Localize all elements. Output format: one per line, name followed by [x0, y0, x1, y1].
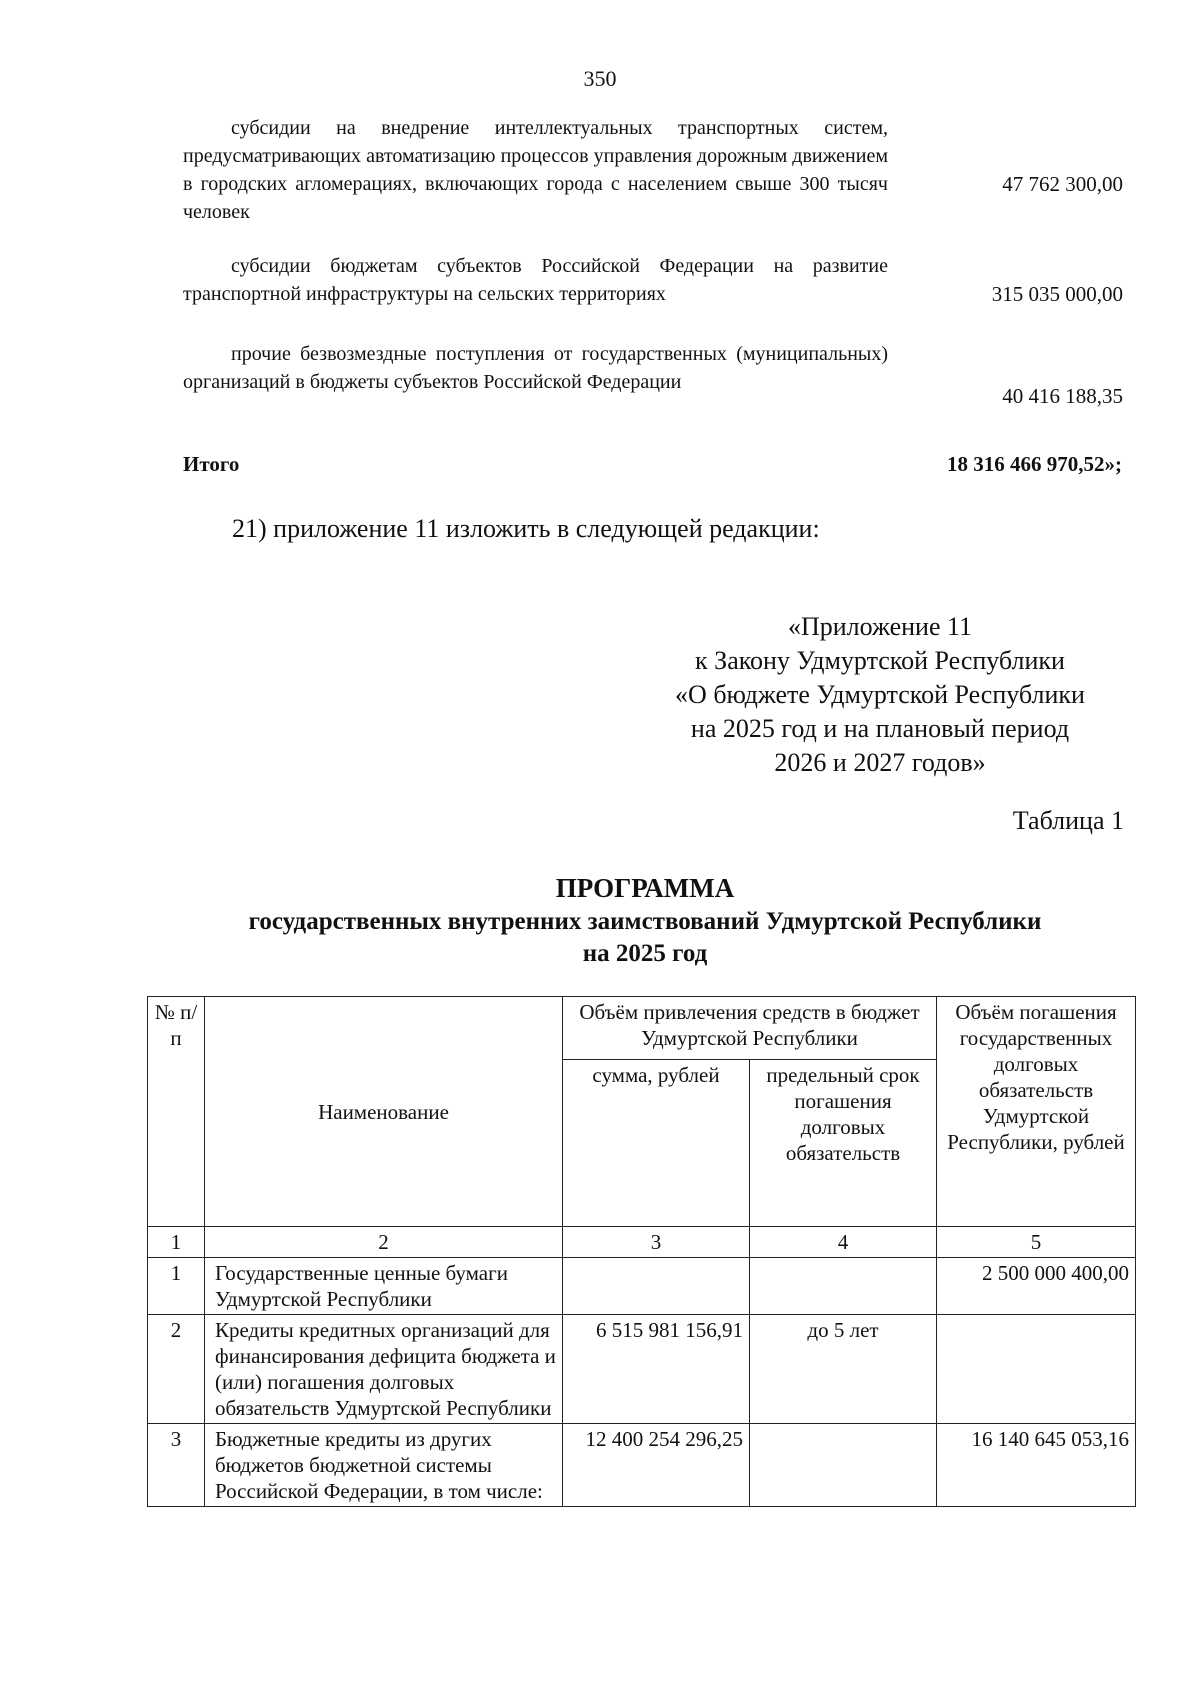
table-row — [148, 1424, 1136, 1507]
row-repayment: 16 140 645 053,16 — [937, 1424, 1136, 1507]
appendix-line: 2026 и 2027 годов» — [774, 748, 986, 777]
page-number: 350 — [583, 66, 617, 91]
header-attraction: Объём привлечения средств в бюджет Удмуртской Республики — [563, 997, 937, 1060]
income-item-amount: 40 416 188,35 — [1002, 384, 1123, 408]
income-item — [183, 114, 1123, 226]
appendix-line: к Закону Удмуртской Республики — [695, 646, 1065, 675]
program-subtitle — [180, 906, 1110, 970]
row-sum — [563, 1258, 750, 1315]
income-item-text: субсидии бюджетам субъектов Российской Федерации на развитие транспортной инфраструктуры на сельских территориях — [183, 255, 888, 305]
income-item-text: прочие безвозмездные поступления от государственных (муниципальных) организаций в бюджеты субъектов Российской Федерации — [183, 343, 888, 393]
program-subtitle-line: на 2025 год — [582, 940, 708, 967]
row-term: до 5 лет — [750, 1315, 937, 1424]
column-number: 4 — [750, 1227, 937, 1258]
column-number-row — [148, 1227, 1136, 1258]
income-item-amount: 47 762 300,00 — [1002, 172, 1123, 196]
table-header-row — [148, 997, 1136, 1060]
row-repayment: 2 500 000 400,00 — [937, 1258, 1136, 1315]
appendix-header — [640, 610, 1120, 780]
income-item-amount: 315 035 000,00 — [991, 282, 1123, 306]
column-number: 5 — [937, 1227, 1136, 1258]
appendix-line: «О бюджете Удмуртской Республики — [675, 680, 1085, 709]
row-num: 3 — [148, 1424, 205, 1507]
program-title: ПРОГРАММА — [555, 873, 735, 903]
income-item-text: субсидии на внедрение интеллектуальных транспортных систем, предусматривающих автоматизацию процессов управления дорожным движением в городских агломерациях, включающих города с населением свыше 300 тысяч человек — [183, 117, 888, 223]
header-term: предельный срок погашения долговых обязательств — [750, 1060, 937, 1227]
appendix-line: на 2025 год и на плановый период — [690, 714, 1070, 743]
table-label: Таблица 1 — [1012, 806, 1124, 835]
header-repayment: Объём погашения государственных долговых обязательств Удмуртской Республики, рублей — [937, 997, 1136, 1227]
row-term — [750, 1424, 937, 1507]
row-num: 1 — [148, 1258, 205, 1315]
column-number: 1 — [148, 1227, 205, 1258]
row-repayment — [937, 1315, 1136, 1424]
appendix-line: «Приложение 11 — [787, 612, 973, 641]
column-number: 3 — [563, 1227, 750, 1258]
row-num: 2 — [148, 1315, 205, 1424]
header-sum: сумма, рублей — [563, 1060, 750, 1227]
total-label: Итого — [183, 452, 240, 476]
row-name: Кредиты кредитных организаций для финансирования дефицита бюджета и (или) погашения долговых обязательств Удмуртской Республики — [205, 1315, 563, 1424]
income-item — [183, 252, 1123, 308]
table-row — [148, 1315, 1136, 1424]
total-amount: 18 316 466 970,52»; — [947, 452, 1122, 476]
column-number: 2 — [205, 1227, 563, 1258]
row-name: Государственные ценные бумаги Удмуртской Республики — [205, 1258, 563, 1315]
income-item — [183, 340, 1123, 408]
amendment-instruction: 21) приложение 11 изложить в следующей редакции: — [232, 514, 820, 543]
row-sum: 12 400 254 296,25 — [563, 1424, 750, 1507]
header-name: Наименование — [205, 997, 563, 1227]
borrowings-table — [147, 996, 1136, 1507]
row-term — [750, 1258, 937, 1315]
row-sum: 6 515 981 156,91 — [563, 1315, 750, 1424]
header-num: № п/п — [148, 997, 205, 1227]
program-subtitle-line: государственных внутренних заимствований Удмуртской Республики — [248, 908, 1042, 935]
table-row — [148, 1258, 1136, 1315]
row-name: Бюджетные кредиты из других бюджетов бюджетной системы Российской Федерации, в том числе: — [205, 1424, 563, 1507]
